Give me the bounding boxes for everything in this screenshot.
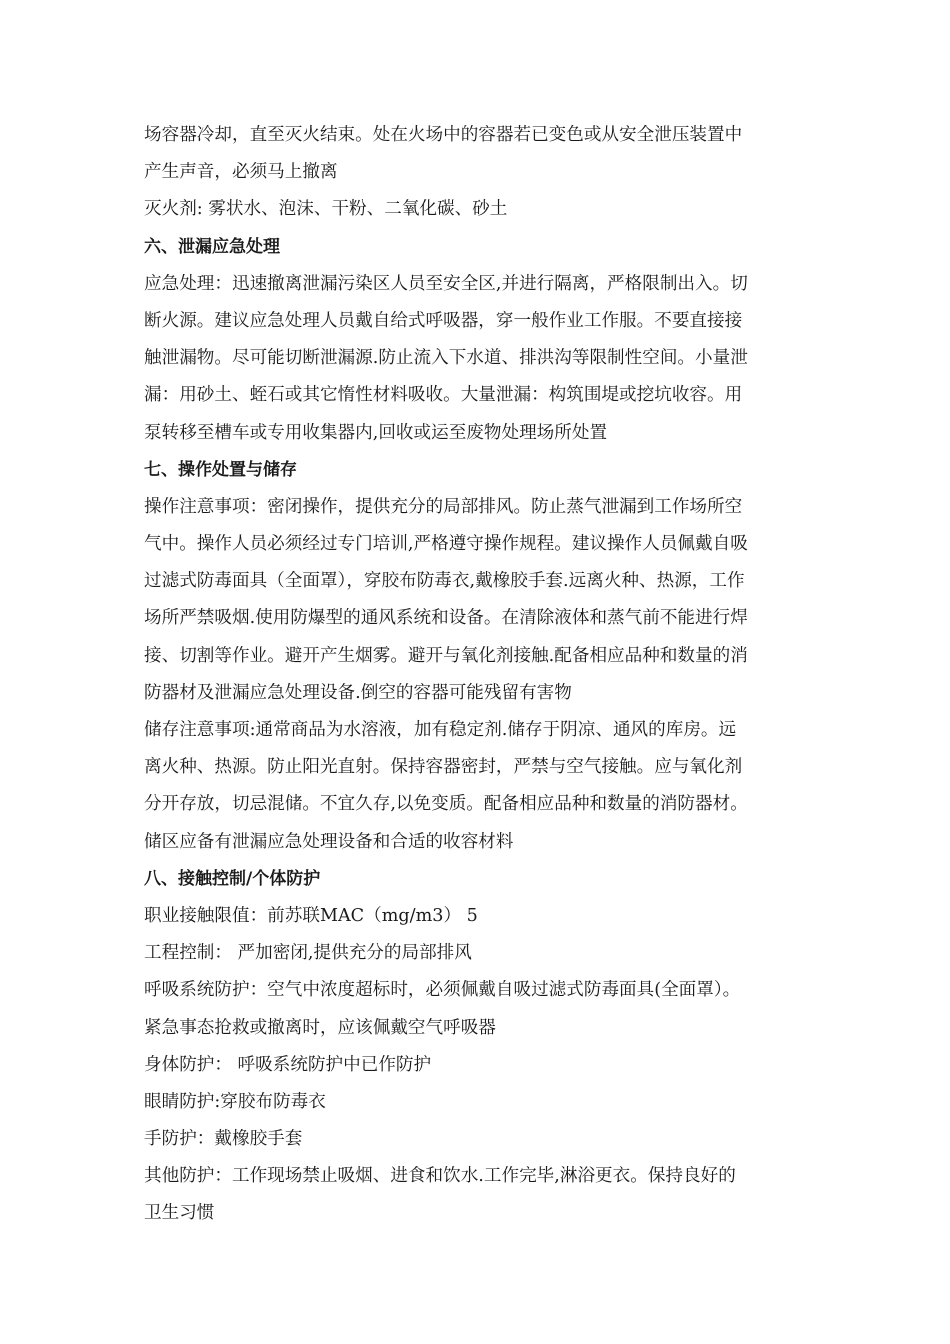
text-line: 接、切割等作业。避开产生烟雾。避开与氧化剂接触.配备相应品种和数量的消 xyxy=(144,645,748,666)
text-line: 泵转移至槽车或专用收集器内,回收或运至废物处理场所处置 xyxy=(144,422,608,443)
text-line: 气中。操作人员必须经过专门培训,严格遵守操作规程。建议操作人员佩戴自吸 xyxy=(144,534,748,555)
text-line: 眼睛防护:穿胶布防毒衣 xyxy=(144,1091,326,1112)
text-line: 防器材及泄漏应急处理设备.倒空的容器可能残留有害物 xyxy=(144,682,572,703)
text-line: 灭火剂: 雾状水、泡沫、干粉、二氧化碳、砂土 xyxy=(144,199,508,220)
text-line: 过滤式防毒面具（全面罩），穿胶布防毒衣,戴橡胶手套.远离火种、热源，工作 xyxy=(144,571,745,592)
text-line: 漏：用砂土、蛭石或其它惰性材料吸收。大量泄漏：构筑围堤或挖坑收容。用 xyxy=(144,385,743,406)
text-line: 场所严禁吸烟.使用防爆型的通风系统和设备。在清除液体和蒸气前不能进行焊 xyxy=(144,608,748,629)
text-line: 产生声音，必须马上撤离 xyxy=(144,162,338,183)
text-line: 场容器冷却，直至灭火结束。处在火场中的容器若已变色或从安全泄压装置中 xyxy=(144,125,743,145)
section-heading: 六、泄漏应急处理 xyxy=(144,236,280,257)
text-line: 储区应备有泄漏应急处理设备和合适的收容材料 xyxy=(144,831,514,852)
text-line: 触泄漏物。尽可能切断泄漏源.防止流入下水道、排洪沟等限制性空间。小量泄 xyxy=(144,348,748,369)
text-line: 操作注意事项：密闭操作，提供充分的局部排风。防止蒸气泄漏到工作场所空 xyxy=(144,496,743,517)
text-line: 断火源。建议应急处理人员戴自给式呼吸器，穿一般作业工作服。不要直接接 xyxy=(144,310,743,331)
section-heading: 八、接触控制/个体防护 xyxy=(144,868,321,889)
text-line: 离火种、热源。防止阳光直射。保持容器密封，严禁与空气接触。应与氧化剂 xyxy=(144,757,743,778)
text-line: 紧急事态抢救或撤离时，应该佩戴空气呼吸器 xyxy=(144,1017,496,1038)
text-line: 工程控制： 严加密闭,提供充分的局部排风 xyxy=(144,943,472,964)
text-line: 职业接触限值：前苏联MAC（mg/m3） 5 xyxy=(144,905,478,926)
text-line: 身体防护： 呼吸系统防护中已作防护 xyxy=(144,1054,432,1075)
text-line: 其他防护：工作现场禁止吸烟、进食和饮水.工作完毕,淋浴更衣。保持良好的 xyxy=(144,1166,736,1187)
document-page xyxy=(144,117,810,1233)
text-line: 卫生习惯 xyxy=(144,1203,215,1224)
text-line: 储存注意事项:通常商品为水溶液，加有稳定剂.储存于阴凉、通风的库房。远 xyxy=(144,720,737,740)
text-line: 分开存放，切忌混储。不宜久存,以免变质。配备相应品种和数量的消防器材。 xyxy=(144,794,748,815)
text-line: 应急处理：迅速撤离泄漏污染区人员至安全区,并进行隔离，严格限制出入。切 xyxy=(144,273,748,294)
text-line: 手防护：戴橡胶手套 xyxy=(144,1129,303,1150)
text-line: 呼吸系统防护：空气中浓度超标时，必须佩戴自吸过滤式防毒面具(全面罩）。 xyxy=(144,980,741,1001)
section-heading: 七、操作处置与储存 xyxy=(144,459,297,480)
